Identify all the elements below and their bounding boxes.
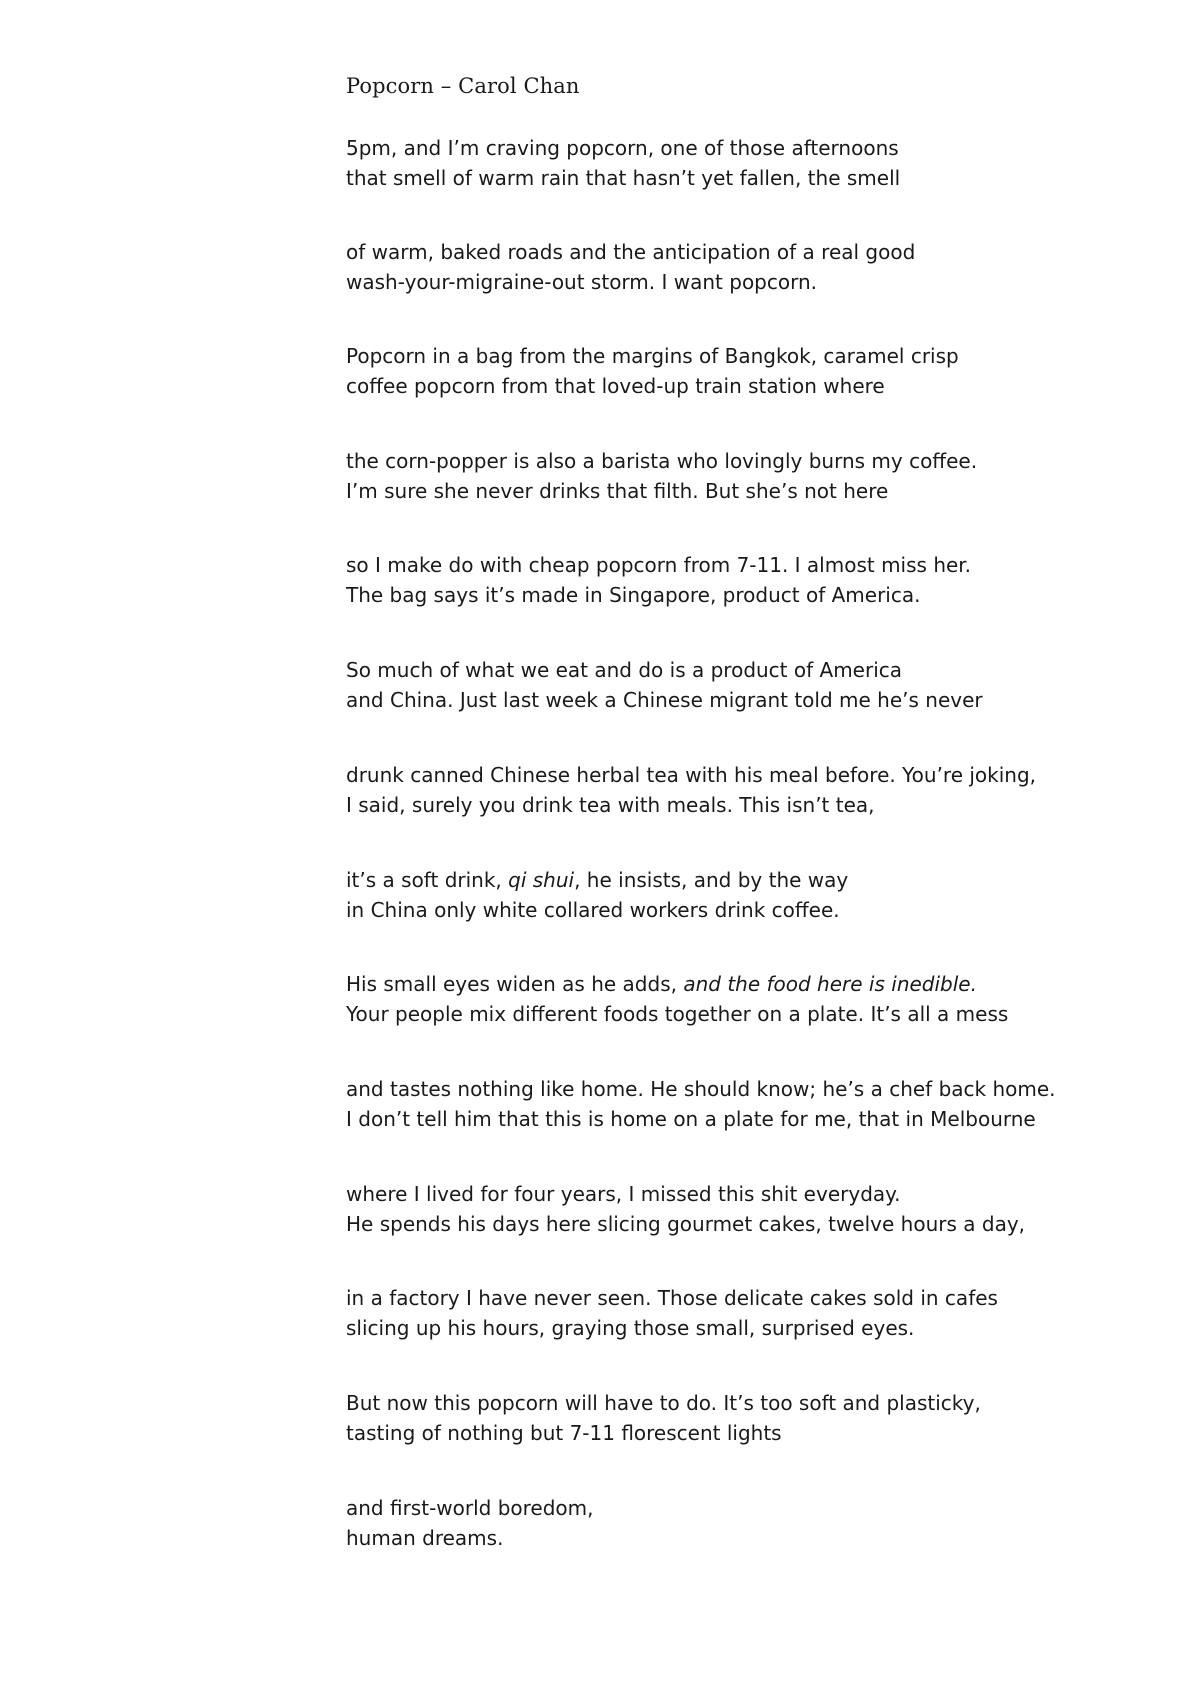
- line-text: it’s a soft drink,: [346, 868, 509, 892]
- stanza-11: [346, 1179, 1025, 1239]
- poem-line: human dreams.: [346, 1526, 504, 1550]
- stanza-4: [346, 446, 977, 506]
- poem-line: I said, surely you drink tea with meals. This isn’t tea,: [346, 793, 875, 817]
- stanza-7: [346, 760, 1036, 820]
- poem-line: where I lived for four years, I missed this shit everyday.: [346, 1182, 901, 1206]
- poem-line: 5pm, and I’m craving popcorn, one of those afternoons: [346, 136, 899, 160]
- poem-line: I don’t tell him that this is home on a plate for me, that in Melbourne: [346, 1107, 1036, 1131]
- stanza-10: [346, 1074, 1056, 1134]
- stanza-6: [346, 655, 983, 715]
- stanza-1: [346, 133, 900, 193]
- poem-line: [346, 969, 1008, 999]
- poem-line: and first-world boredom,: [346, 1496, 594, 1520]
- poem-line: I’m sure she never drinks that filth. But she’s not here: [346, 479, 889, 503]
- poem-line: coffee popcorn from that loved-up train station where: [346, 374, 885, 398]
- stanza-13: [346, 1388, 981, 1448]
- poem-line: of warm, baked roads and the anticipation of a real good: [346, 240, 916, 264]
- poem-line: Popcorn in a bag from the margins of Bangkok, caramel crisp: [346, 344, 959, 368]
- poem-line: But now this popcorn will have to do. It’s too soft and plasticky,: [346, 1391, 981, 1415]
- poem-line: [346, 865, 848, 895]
- poem-line: He spends his days here slicing gourmet cakes, twelve hours a day,: [346, 1212, 1026, 1236]
- poem-line: so I make do with cheap popcorn from 7-11. I almost miss her.: [346, 553, 972, 577]
- stanza-12: [346, 1283, 998, 1343]
- line-text: His small eyes widen as he adds,: [346, 972, 684, 996]
- poem-line: in a factory I have never seen. Those delicate cakes sold in cafes: [346, 1286, 998, 1310]
- poem-line: wash-your-migraine-out storm. I want popcorn.: [346, 270, 818, 294]
- poem-line: So much of what we eat and do is a product of America: [346, 658, 903, 682]
- stanza-9: [346, 969, 1008, 1029]
- poem-line: and tastes nothing like home. He should know; he’s a chef back home.: [346, 1077, 1056, 1101]
- poem-line: drunk canned Chinese herbal tea with his meal before. You’re joking,: [346, 763, 1037, 787]
- stanza-2: [346, 237, 915, 297]
- line-text: , he insists, and by the way: [574, 868, 849, 892]
- poem-line: Your people mix different foods together on a plate. It’s all a mess: [346, 1002, 1009, 1026]
- poem-line: the corn-popper is also a barista who lovingly burns my coffee.: [346, 449, 978, 473]
- poem-line: that smell of warm rain that hasn’t yet fallen, the smell: [346, 166, 901, 190]
- italic-phrase: qi shui: [508, 868, 575, 892]
- stanza-3: [346, 341, 959, 401]
- poem-line: slicing up his hours, graying those small, surprised eyes.: [346, 1316, 915, 1340]
- poem-line: in China only white collared workers drink coffee.: [346, 898, 840, 922]
- stanza-14: [346, 1493, 594, 1553]
- poem-line: tasting of nothing but 7-11 florescent lights: [346, 1421, 782, 1445]
- poem-title: Popcorn – Carol Chan: [346, 74, 580, 98]
- stanza-5: [346, 550, 971, 610]
- poem-line: The bag says it’s made in Singapore, product of America.: [346, 583, 921, 607]
- stanza-8: [346, 865, 848, 925]
- italic-phrase: and the food here is inedible.: [683, 972, 977, 996]
- poem-line: and China. Just last week a Chinese migrant told me he’s never: [346, 688, 983, 712]
